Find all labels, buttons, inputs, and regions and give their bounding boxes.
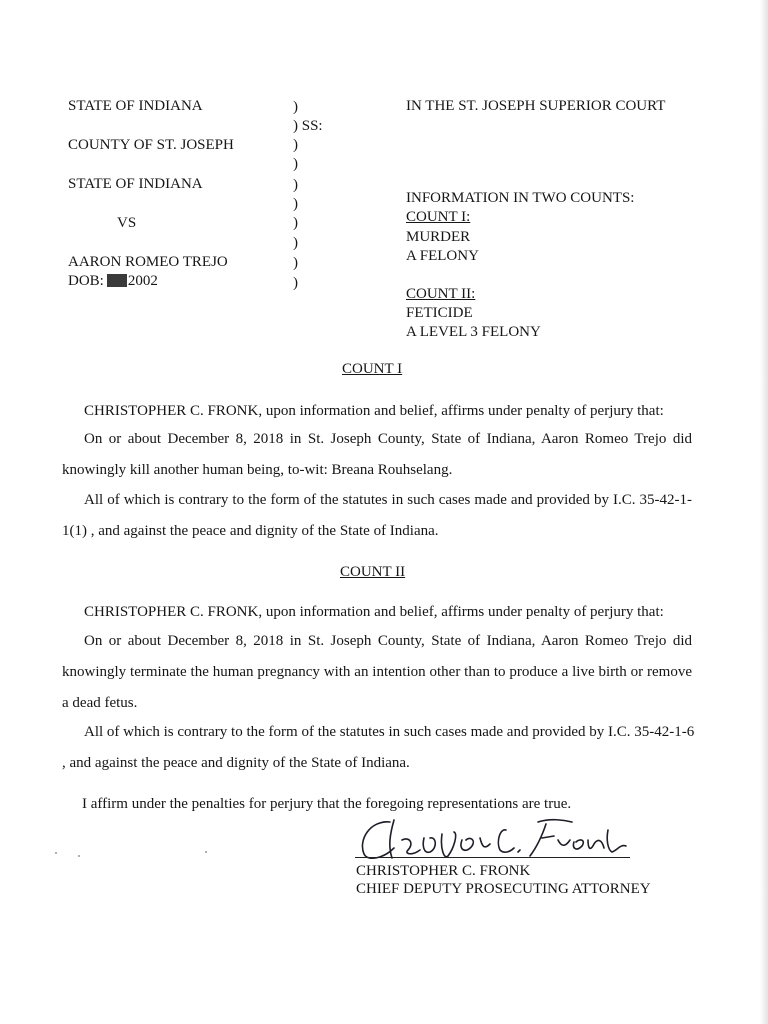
paren-6: ): [293, 215, 298, 231]
dob-year: 2002: [127, 273, 158, 289]
paren-3: ): [293, 156, 298, 172]
count1-charge: MURDER: [406, 229, 471, 245]
signer-title: CHIEF DEPUTY PROSECUTING ATTORNEY: [356, 881, 651, 897]
count1-allegation-text: On or about December 8, 2018 in St. Joseph County, State of Indiana, Aaron Romeo Trejo did knowingly kill another human being, to-wit: Breana Rouhselang.: [62, 431, 692, 478]
scan-speck: [205, 851, 207, 853]
signature-line: [355, 857, 630, 858]
caption-vs: VS: [117, 215, 137, 231]
count2-heading: COUNT II: [340, 564, 406, 580]
paren-7: ): [293, 235, 298, 251]
count1-statute: [62, 485, 692, 547]
count2-label: COUNT II:: [406, 286, 476, 302]
caption-plaintiff: STATE OF INDIANA: [68, 176, 203, 192]
count2-statute-line2: , and against the peace and dignity of the State of Indiana.: [62, 755, 410, 771]
paren-8: ): [293, 255, 298, 271]
scan-speck: [55, 852, 57, 854]
paren-4: ): [293, 177, 298, 193]
paren-0: ): [293, 99, 298, 115]
count2-class: A LEVEL 3 FELONY: [406, 324, 541, 340]
paren-2: ): [293, 137, 298, 153]
signer-name: CHRISTOPHER C. FRONK: [356, 863, 531, 879]
count1-class: A FELONY: [406, 248, 479, 264]
information-title: INFORMATION IN TWO COUNTS:: [406, 190, 635, 206]
count1-statute-text: All of which is contrary to the form of the statutes in such cases made and provided by I.C. 35-42-1-1(1) , and against the peace and dignity of the State of Indiana.: [62, 492, 692, 539]
count2-allegation-text: On or about December 8, 2018 in St. Joseph County, State of Indiana, Aaron Romeo Trejo did knowingly terminate the human pregnancy with an intention other than to produce a live birth or remove a dead fetus.: [62, 633, 692, 711]
caption-state: STATE OF INDIANA: [68, 98, 203, 114]
closing-affirmation: I affirm under the penalties for perjury that the foregoing representations are true.: [82, 796, 572, 812]
caption-county: COUNTY OF ST. JOSEPH: [68, 137, 234, 153]
count2-charge: FETICIDE: [406, 305, 473, 321]
signature: [350, 810, 640, 870]
paren-ss: ) SS:: [293, 118, 323, 134]
count1-label: COUNT I:: [406, 209, 471, 225]
scan-edge-shadow: [760, 0, 768, 1024]
court-name: IN THE ST. JOSEPH SUPERIOR COURT: [406, 98, 666, 114]
count1-allegation: [62, 424, 692, 486]
count2-statute-line1: All of which is contrary to the form of the statutes in such cases made and provided by I.C. 35-42-1-6: [84, 724, 695, 740]
scan-speck: [78, 855, 80, 857]
count2-affirmation: CHRISTOPHER C. FRONK, upon information and belief, affirms under penalty of perjury that:: [84, 604, 664, 620]
count2-allegation: [62, 626, 692, 719]
caption-dob: [68, 272, 158, 290]
paren-9: ): [293, 275, 298, 291]
dob-label: DOB:: [68, 273, 104, 289]
count1-heading: COUNT I: [342, 361, 403, 377]
paren-5: ): [293, 196, 298, 212]
caption-defendant: AARON ROMEO TREJO: [68, 254, 228, 270]
count1-affirmation: CHRISTOPHER C. FRONK, upon information and belief, affirms under penalty of perjury that:: [84, 403, 664, 419]
redaction-mark: [107, 274, 127, 287]
